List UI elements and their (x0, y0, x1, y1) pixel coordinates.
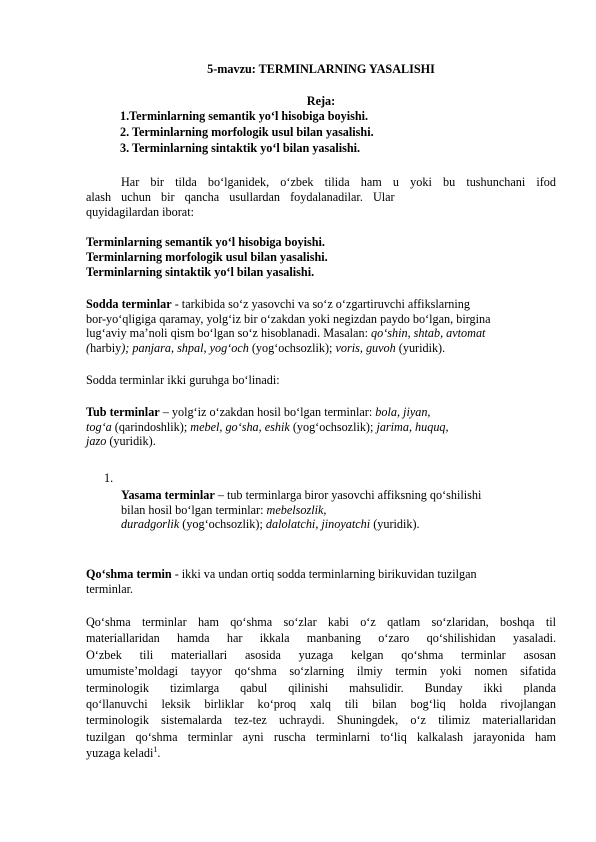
page-title: 5-mavzu: TERMINLARNING YASALISHI (207, 62, 435, 76)
examples-legal: voris, guvoh (335, 340, 396, 355)
compound-term-term: Qo‘shma termin (86, 567, 172, 581)
root-line-1: Tub terminlar – yolg‘iz o‘zakdan hosil bo‘lgan terminlar: bola, jiyan, (86, 405, 431, 419)
derived-line-1: Yasama terminlar – tub terminlarga biror yasovchi affiksning qo‘shilishi (121, 488, 482, 502)
compound-line-2: terminlar. (86, 581, 134, 596)
intro-line-2: alash uchun bir qancha usullardan foydalanadilar. Ular (86, 190, 395, 204)
plan-item-3: 3. Terminlarning sintaktik yo‘l bilan yasalishi. (120, 141, 361, 155)
root-terms-paragraph (86, 405, 556, 449)
method-2: Terminlarning morfologik usul bilan yasalishi. (86, 250, 328, 264)
intro-paragraph (86, 175, 556, 219)
intro-line-1: Har bir tilda bo‘lganidek, o‘zbek tilida ham u yoki bu tushunchani ifod (121, 175, 556, 189)
root-line-3: jazo (yuridik). (86, 434, 156, 449)
plan-item-2: 2. Terminlarning morfologik usul bilan yasalishi. (120, 125, 374, 139)
simple-terms-paragraph (86, 297, 556, 355)
examples-woodwork: panjara, shpal, yog‘och (129, 340, 249, 355)
simple-line-4: (harbiy); panjara, shpal, yog‘och (yog‘ochsozlik); voris, guvoh (yuridik). (86, 340, 446, 355)
final-line-3: O‘zbek tili materiallari asosida yuzaga kelgan qo‘shma terminlar asosan (86, 647, 556, 662)
final-line-9: yuzaga keladi$^1$. (86, 745, 161, 761)
compound-term-paragraph (86, 567, 556, 596)
examples-military: qo‘shin, shtab, avtomat (371, 326, 486, 341)
derived-line-2: bilan hosil bo‘lgan terminlar: mebelsozlik, (121, 502, 327, 517)
footnote-mark: 1 (153, 745, 158, 755)
groups-sentence: Sodda terminlar ikki guruhga bo‘linadi: (86, 373, 280, 387)
root-terms-term: Tub terminlar (86, 405, 160, 419)
compound-line-1: Qo‘shma termin - ikki va undan ortiq sodda terminlarning birikuvidan tuzilgan (86, 567, 477, 581)
derived-line-3: duradgorlik (yog‘ochsozlik); dalolatchi, jinoyatchi (yuridik). (121, 517, 420, 532)
final-line-8: tuzilgan qo‘shma terminlar ayni ruscha terminlarni to‘liq kalkalash jarayonida ham (86, 729, 556, 744)
final-line-5: terminologik tizimlarga qabul qilinishi mahsulidir. Bunday ikki planda (86, 680, 556, 695)
intro-line-3: quyidagilardan iborat: (86, 204, 194, 219)
method-1: Terminlarning semantik yo‘l hisobiga boyishi. (86, 235, 325, 249)
final-line-1: Qo‘shma terminlar ham qo‘shma so‘zlar kabi o‘z qatlam so‘zlaridan, boshqa til (86, 615, 556, 629)
root-line-2: tog‘a (qarindoshlik); mebel, go‘sha, eshik (yog‘ochsozlik); jarima, huquq, (86, 419, 449, 434)
plan-item-1: 1.Terminlarning semantik yo‘l hisobiga boyishi. (120, 109, 369, 123)
final-paragraph (86, 614, 556, 762)
final-line-2: materiallaridan hamda har ikkala manbaning o‘zaro qo‘shilishidan yasaladi. (86, 631, 556, 646)
derived-terms-term: Yasama terminlar (121, 488, 215, 502)
list-marker: 1. (104, 471, 114, 485)
plan-heading: Reja: (306, 94, 336, 108)
final-line-6: qo‘llanuvchi leksik birliklar ko‘proq xalq tili bilan bog‘liq holda rivojlangan (86, 696, 556, 711)
simple-line-2: bor-yo‘qligiga qaramay, yolg‘iz bir o‘zakdan yoki negizdan paydo bo‘lgan, birgina (86, 311, 491, 326)
final-line-4: umumiste’moldagi tayyor qo‘shma so‘zlarning ilmiy termin yoki nomen sifatida (86, 664, 556, 679)
simple-terms-term: Sodda terminlar (86, 297, 172, 311)
final-line-7: terminologik sistemalarda tez-tez uchraydi. Shuningdek, o‘z tilimiz materiallaridan (86, 713, 556, 728)
simple-line-1: Sodda terminlar - tarkibida so‘z yasovchi va so‘z o‘zgartiruvchi affikslarning (86, 297, 470, 311)
simple-line-3: lug‘aviy ma’noli qism bo‘lgan so‘z hisoblanadi. Masalan: qo‘shin, shtab, avtomat (86, 326, 486, 341)
derived-terms-paragraph (121, 488, 561, 532)
method-3: Terminlarning sintaktik yo‘l bilan yasalishi. (86, 265, 315, 279)
